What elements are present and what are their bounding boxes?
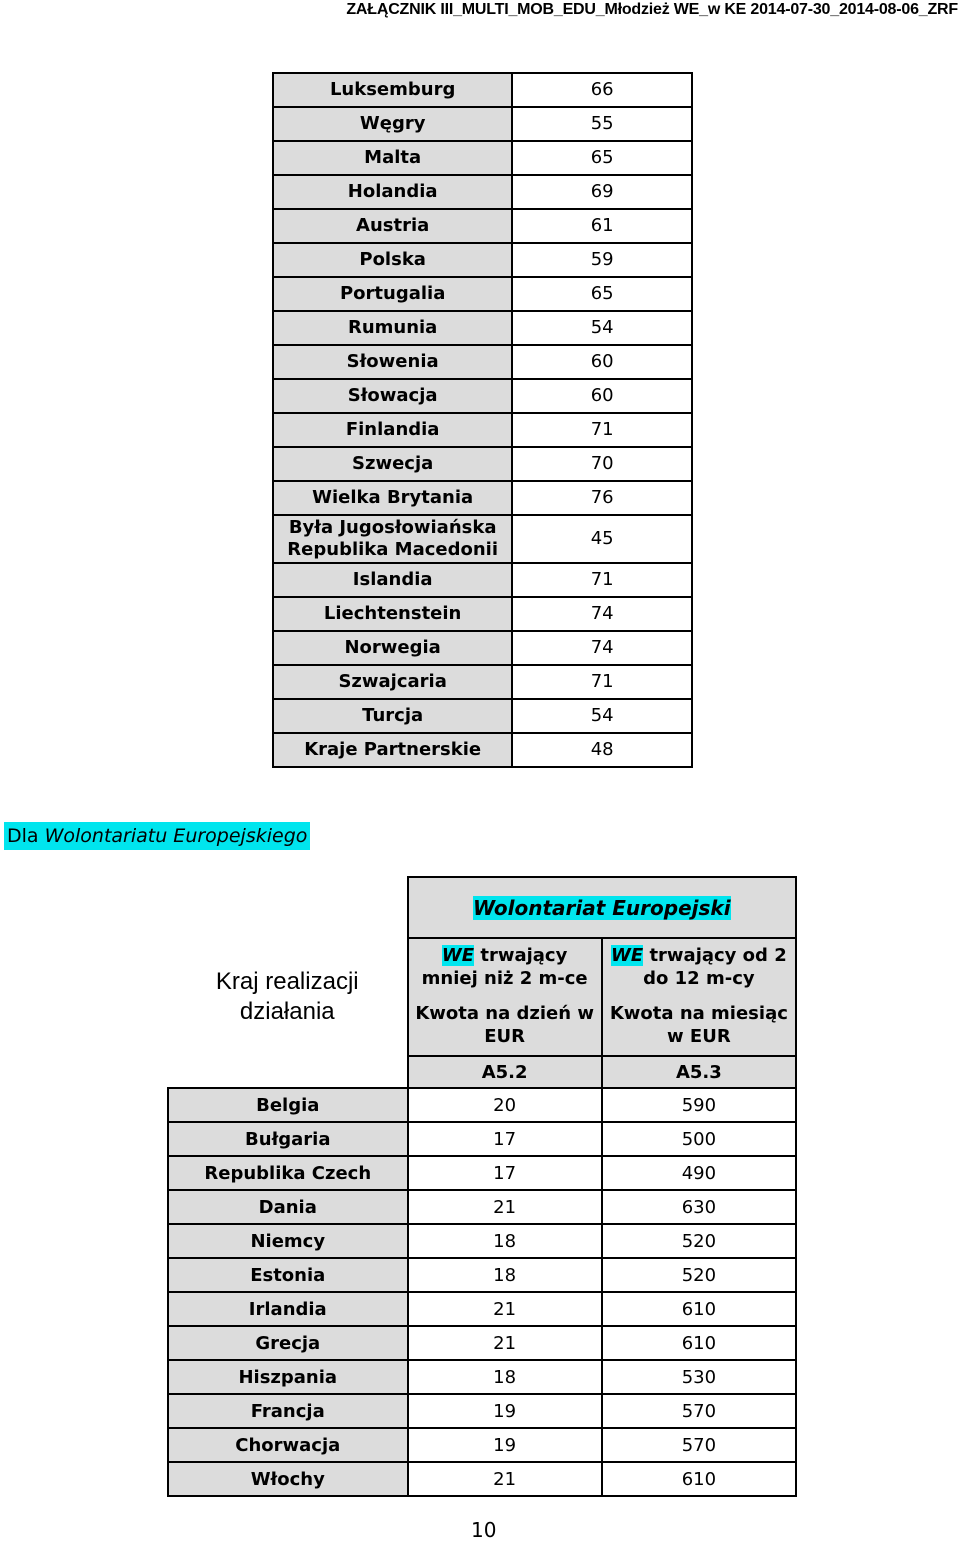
country-cell: Polska — [273, 243, 512, 277]
col2-we-label: WE — [611, 944, 644, 966]
table-row — [273, 597, 692, 631]
table-row — [168, 1428, 796, 1462]
country-cell: Bułgaria — [168, 1122, 408, 1156]
value-cell: 76 — [512, 481, 692, 515]
col1-amount-line1: Kwota na dzień w — [415, 1002, 594, 1024]
table-row — [273, 699, 692, 733]
country-cell: Austria — [273, 209, 512, 243]
country-cell: Słowacja — [273, 379, 512, 413]
table-row — [273, 515, 692, 563]
table-row — [273, 563, 692, 597]
col2-amount-line1: Kwota na miesiąc — [609, 1002, 788, 1024]
col1-duration-header — [408, 938, 602, 994]
table-row — [273, 73, 692, 107]
country-cell: Finlandia — [273, 413, 512, 447]
row-header-line1: Kraj realizacji — [215, 968, 359, 995]
country-cell: Szwajcaria — [273, 665, 512, 699]
table-row — [168, 1258, 796, 1292]
table-row — [273, 311, 692, 345]
value-cell: 60 — [512, 345, 692, 379]
value-cell: 71 — [512, 563, 692, 597]
table-row — [273, 107, 692, 141]
country-cell: Republika Czech — [168, 1156, 408, 1190]
row-header-cell — [168, 938, 408, 1056]
value-cell: 71 — [512, 413, 692, 447]
value-cell: 61 — [512, 209, 692, 243]
country-cell: Chorwacja — [168, 1428, 408, 1462]
document-header: ZAŁĄCZNIK III_MULTI_MOB_EDU_Młodzież WE_w KE 2014-07-30_2014-08-06_ZRF — [346, 1, 958, 18]
monthly-amount-cell: 530 — [602, 1360, 796, 1394]
monthly-amount-cell: 610 — [602, 1462, 796, 1496]
table-row — [168, 1088, 796, 1122]
country-cell: Luksemburg — [273, 73, 512, 107]
value-cell: 60 — [512, 379, 692, 413]
col1-code: A5.2 — [408, 1056, 602, 1088]
monthly-amount-cell: 610 — [602, 1292, 796, 1326]
country-cell: Liechtenstein — [273, 597, 512, 631]
daily-amount-cell: 18 — [408, 1258, 602, 1292]
table-row — [168, 1462, 796, 1496]
table-row — [273, 447, 692, 481]
country-cell: Dania — [168, 1190, 408, 1224]
daily-amount-cell: 18 — [408, 1224, 602, 1258]
table-row — [168, 1360, 796, 1394]
value-cell: 55 — [512, 107, 692, 141]
value-cell: 66 — [512, 73, 692, 107]
col1-amount-header — [408, 994, 602, 1056]
monthly-amount-cell: 490 — [602, 1156, 796, 1190]
col1-we-label: WE — [441, 944, 475, 966]
col2-amount-line2: w EUR — [667, 1025, 731, 1047]
table-row — [168, 1156, 796, 1190]
value-cell: 65 — [512, 141, 692, 175]
value-cell: 69 — [512, 175, 692, 209]
value-cell: 74 — [512, 597, 692, 631]
col2-amount-header — [602, 994, 796, 1056]
monthly-amount-cell: 570 — [602, 1394, 796, 1428]
country-cell: Turcja — [273, 699, 512, 733]
table-row — [273, 175, 692, 209]
monthly-amount-cell: 520 — [602, 1258, 796, 1292]
table-row — [273, 733, 692, 767]
country-cell: Grecja — [168, 1326, 408, 1360]
daily-amount-cell: 19 — [408, 1428, 602, 1462]
country-cell: Niemcy — [168, 1224, 408, 1258]
country-cell: Francja — [168, 1394, 408, 1428]
country-cell — [273, 515, 512, 563]
value-cell: 70 — [512, 447, 692, 481]
country-cell: Rumunia — [273, 311, 512, 345]
value-cell: 45 — [512, 515, 692, 563]
blank-corner-cell — [168, 877, 408, 938]
daily-amount-cell: 17 — [408, 1156, 602, 1190]
country-cell: Malta — [273, 141, 512, 175]
country-line: Republika Macedonii — [287, 539, 499, 560]
row-header-line2: działania — [239, 998, 335, 1025]
section-label-text: Wolontariatu Europejskiego — [44, 825, 308, 847]
col2-duration-header — [602, 938, 796, 994]
monthly-amount-cell: 520 — [602, 1224, 796, 1258]
table-row — [273, 481, 692, 515]
country-cell: Portugalia — [273, 277, 512, 311]
table-row — [168, 1394, 796, 1428]
table-title: Wolontariat Europejski — [472, 895, 731, 920]
daily-amount-cell: 21 — [408, 1292, 602, 1326]
daily-amount-cell: 21 — [408, 1326, 602, 1360]
value-cell: 59 — [512, 243, 692, 277]
section-label-prefix: Dla — [7, 825, 45, 847]
daily-amount-cell: 21 — [408, 1462, 602, 1496]
monthly-amount-cell: 630 — [602, 1190, 796, 1224]
table-row — [273, 345, 692, 379]
monthly-amount-cell: 570 — [602, 1428, 796, 1462]
col2-duration-rest: trwający od 2 — [643, 944, 787, 966]
table-row — [273, 141, 692, 175]
country-cell: Holandia — [273, 175, 512, 209]
evs-allowance-table — [167, 876, 797, 1497]
daily-amount-cell: 19 — [408, 1394, 602, 1428]
country-cell: Hiszpania — [168, 1360, 408, 1394]
col1-amount-line2: EUR — [484, 1025, 526, 1047]
section-label — [4, 822, 310, 850]
country-cell: Irlandia — [168, 1292, 408, 1326]
monthly-amount-cell: 610 — [602, 1326, 796, 1360]
col1-duration-line2: mniej niż 2 m-ce — [421, 967, 588, 989]
country-cell: Włochy — [168, 1462, 408, 1496]
table-row — [273, 277, 692, 311]
table-row — [168, 1326, 796, 1360]
table-row — [168, 1292, 796, 1326]
daily-amount-cell: 21 — [408, 1190, 602, 1224]
daily-amount-cell: 17 — [408, 1122, 602, 1156]
country-cell: Islandia — [273, 563, 512, 597]
table-row — [168, 1190, 796, 1224]
value-cell: 54 — [512, 311, 692, 345]
blank-code-cell — [168, 1056, 408, 1088]
country-cell: Belgia — [168, 1088, 408, 1122]
monthly-amount-cell: 500 — [602, 1122, 796, 1156]
value-cell: 74 — [512, 631, 692, 665]
table-title-cell — [408, 877, 796, 938]
table-row — [168, 1224, 796, 1258]
table-row — [273, 209, 692, 243]
page-number: 10 — [471, 1518, 497, 1542]
daily-amount-cell: 20 — [408, 1088, 602, 1122]
country-cell: Słowenia — [273, 345, 512, 379]
table-row — [273, 665, 692, 699]
table-row — [273, 379, 692, 413]
country-cell: Wielka Brytania — [273, 481, 512, 515]
value-cell: 54 — [512, 699, 692, 733]
allowance-table-countries — [272, 72, 693, 768]
country-cell: Estonia — [168, 1258, 408, 1292]
country-cell: Węgry — [273, 107, 512, 141]
col1-duration-rest: trwający — [474, 944, 568, 966]
value-cell: 71 — [512, 665, 692, 699]
table-row — [273, 413, 692, 447]
table-row — [168, 1122, 796, 1156]
col2-duration-line2: do 12 m-cy — [643, 967, 755, 989]
country-cell: Norwegia — [273, 631, 512, 665]
monthly-amount-cell: 590 — [602, 1088, 796, 1122]
table-row — [273, 243, 692, 277]
country-line: Była Jugosłowiańska — [288, 517, 497, 538]
table-row — [273, 631, 692, 665]
country-cell: Szwecja — [273, 447, 512, 481]
value-cell: 48 — [512, 733, 692, 767]
col2-code: A5.3 — [602, 1056, 796, 1088]
daily-amount-cell: 18 — [408, 1360, 602, 1394]
value-cell: 65 — [512, 277, 692, 311]
country-cell: Kraje Partnerskie — [273, 733, 512, 767]
